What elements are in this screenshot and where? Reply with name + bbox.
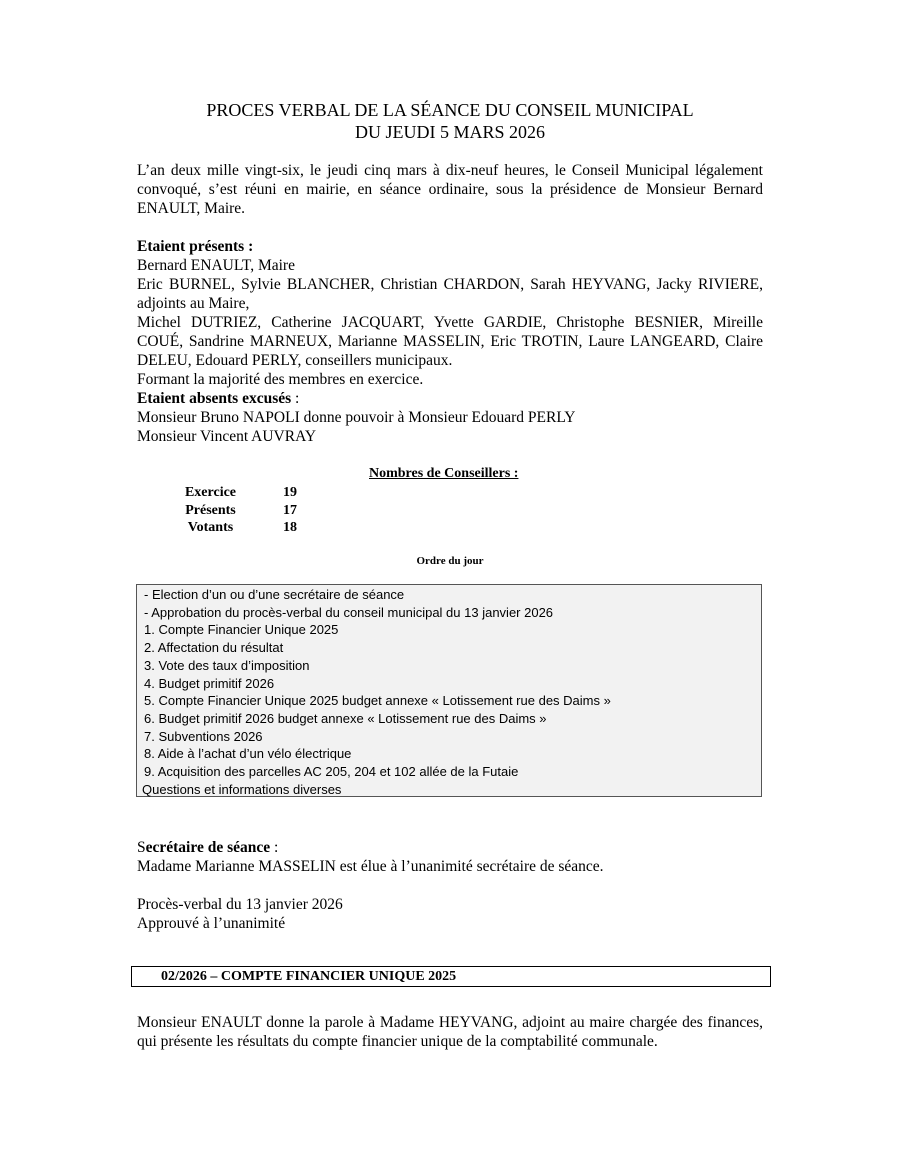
agenda-item: 2. Affectation du résultat [144,640,284,656]
pv-line-2: Approuvé à l’unanimité [137,915,286,932]
count-value: 17 [283,502,297,518]
count-row-votants [138,519,313,537]
agenda-heading: Ordre du jour [416,555,484,567]
agenda-item: 5. Compte Financier Unique 2025 budget annexe « Lotissement rue des Daims » [144,693,611,709]
counts-heading: Nombres de Conseillers : [369,466,519,481]
agenda-box [136,584,762,797]
final-paragraph: Monsieur ENAULT donne la parole à Madame HEYVANG, adjoint au maire chargée des finances, qui présente les résultats du compte financier unique de la comptabilité communale. [137,1014,763,1050]
intro-paragraph: L’an deux mille vingt-six, le jeudi cinq mars à dix-neuf heures, le Conseil Municipal légalement convoqué, s’est réuni en mairie, en séance ordinaire, sous la présidence de Monsieur Bernard ENAULT, Maire. [137,162,763,217]
count-label: Votants [187,520,234,535]
counts-table [138,484,313,537]
agenda-item: 6. Budget primitif 2026 budget annexe « Lotissement rue des Daims » [144,710,547,726]
attendance-section [137,237,763,446]
title-line-2: DU JEUDI 5 MARS 2026 [354,122,545,142]
title-line-1: PROCES VERBAL DE LA SÉANCE DU CONSEIL MUNICIPAL [206,100,694,120]
secretaire-section [137,838,763,876]
secretaire-heading: Secrétaire de séance : [137,839,279,856]
presents-majorite: Formant la majorité des membres en exercice. [137,371,424,388]
presents-adjoints: Eric BURNEL, Sylvie BLANCHER, Christian CHARDON, Sarah HEYVANG, Jacky RIVIERE, adjoints au Maire, [137,276,763,312]
agenda-item: 1. Compte Financier Unique 2025 [144,622,339,638]
count-row-exercice [138,484,313,502]
count-value: 18 [283,520,297,535]
count-label: Présents [185,502,236,518]
agenda-item: - Approbation du procès-verbal du conseil municipal du 13 janvier 2026 [144,604,554,620]
count-value: 19 [283,485,297,500]
agenda-item: 7. Subventions 2026 [144,728,263,744]
proces-verbal-section [137,895,763,933]
agenda-item: 8. Aide à l’achat d’un vélo électrique [144,746,352,762]
agenda-item: 3. Vote des taux d’imposition [144,657,310,673]
agenda-item: 9. Acquisition des parcelles AC 205, 204 et 102 allée de la Futaie [144,764,519,780]
presents-conseillers: Michel DUTRIEZ, Catherine JACQUART, Yvette GARDIE, Christophe BESNIER, Mireille COUÉ, Sandrine MARNEUX, Marianne MASSELIN, Eric TROTIN, Laure LANGEARD, Claire DELEU, Edouard PERLY, conseillers municipaux. [137,314,763,369]
agenda-item: - Election d’un ou d’une secrétaire de séance [144,587,405,602]
page-title [0,99,900,143]
presents-maire: Bernard ENAULT, Maire [137,257,295,274]
presents-heading: Etaient présents : [137,238,254,255]
count-row-presents [138,502,313,520]
secretaire-text: Madame Marianne MASSELIN est élue à l’unanimité secrétaire de séance. [137,858,604,875]
absents-heading: Etaient absents excusés : [137,390,300,407]
agenda-item: Questions et informations diverses [142,781,342,797]
section-title-box: 02/2026 – COMPTE FINANCIER UNIQUE 2025 [131,966,771,987]
pv-line-1: Procès-verbal du 13 janvier 2026 [137,896,343,913]
absent-line-2: Monsieur Vincent AUVRAY [137,428,317,445]
absent-line-1: Monsieur Bruno NAPOLI donne pouvoir à Monsieur Edouard PERLY [137,409,576,426]
agenda-item: 4. Budget primitif 2026 [144,675,275,691]
count-label: Exercice [184,485,237,500]
